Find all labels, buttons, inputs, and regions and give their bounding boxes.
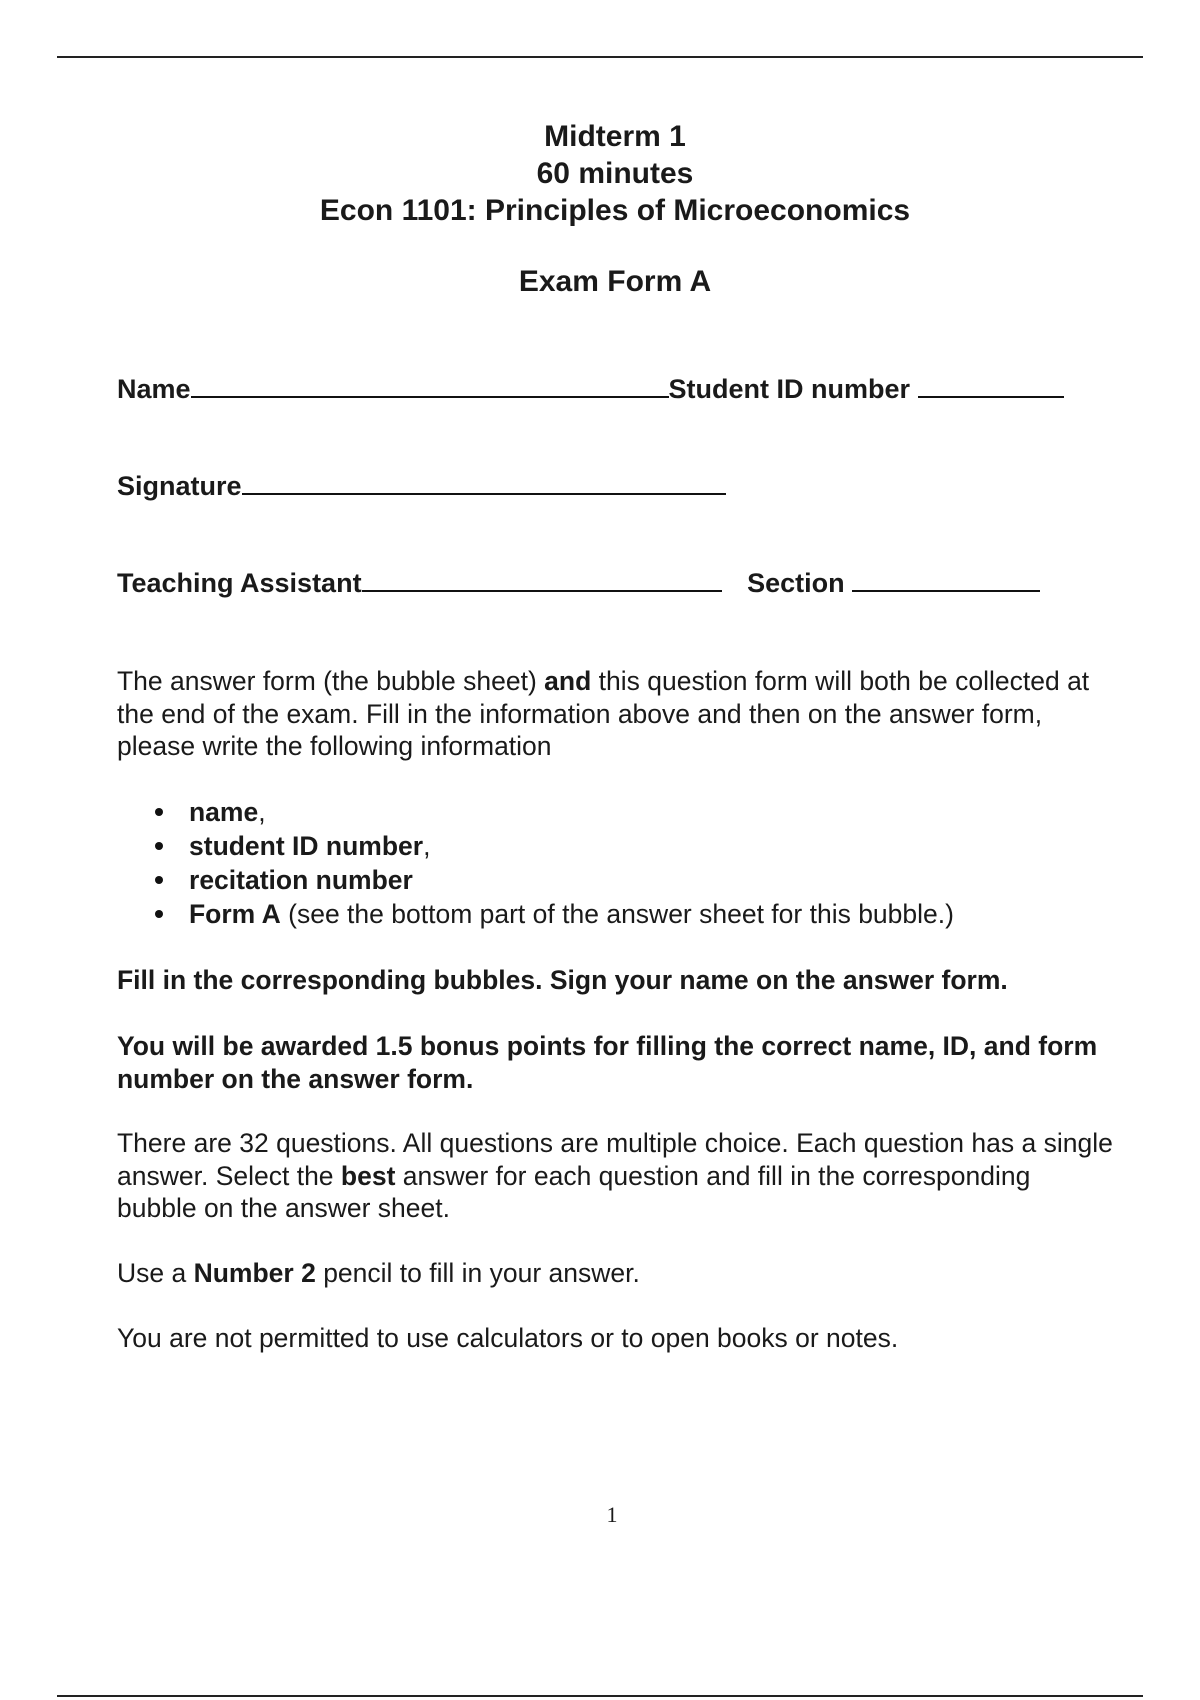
ta-section-row: [117, 566, 1040, 599]
bonus-points-note: You will be awarded 1.5 bonus points for filling the correct name, ID, and form number on the answer form.: [117, 1031, 1098, 1094]
student-id-field[interactable]: [918, 372, 1064, 398]
name-id-row: [117, 372, 1064, 405]
list-item: name,: [117, 795, 954, 829]
fill-bubbles-instruction: Fill in the corresponding bubbles. Sign your name on the answer form.: [117, 965, 1008, 995]
signature-label: Signature: [117, 471, 242, 501]
exam-header: [0, 118, 1200, 229]
intro-text-continued: this question form will both be collected at the end of the exam. Fill in the information above and then on the answer form, please write the following information: [117, 666, 1090, 761]
name-field[interactable]: [191, 372, 669, 398]
list-item: Form A (see the bottom part of the answer sheet for this bubble.): [117, 897, 954, 931]
list-item: recitation number: [117, 863, 954, 897]
name-label: Name: [117, 374, 191, 404]
section-label: Section: [747, 568, 845, 598]
no-calculators-note: You are not permitted to use calculators or to open books or notes.: [117, 1323, 899, 1353]
exam-form-title: Exam Form A: [518, 265, 712, 298]
page-number: 1: [606, 1502, 618, 1527]
signature-field[interactable]: [242, 469, 726, 495]
pencil-instruction: Use a Number 2 pencil to fill in your answer.: [117, 1258, 640, 1288]
list-item: student ID number,: [117, 829, 954, 863]
intro-paragraph: [117, 665, 1117, 763]
student-id-label: Student ID number: [668, 374, 911, 404]
teaching-assistant-label: Teaching Assistant: [117, 568, 362, 598]
intro-emphasis: and: [544, 666, 592, 696]
intro-text: The answer form (the bubble sheet): [117, 666, 545, 696]
signature-row: [117, 469, 726, 502]
questions-paragraph: There are 32 questions. All questions are multiple choice. Each question has a single answer. Select the best answer for each question and fill in the corresponding bubble on the answer sheet.: [117, 1128, 1113, 1223]
bottom-rule: [57, 1695, 1143, 1697]
exam-title: Midterm 1: [544, 120, 686, 153]
required-info-list: [117, 795, 954, 931]
teaching-assistant-field[interactable]: [362, 566, 722, 592]
section-field[interactable]: [852, 566, 1040, 592]
top-rule: [57, 56, 1143, 58]
course-title: Econ 1101: Principles of Microeconomics: [319, 194, 911, 227]
exam-duration: 60 minutes: [536, 157, 694, 190]
